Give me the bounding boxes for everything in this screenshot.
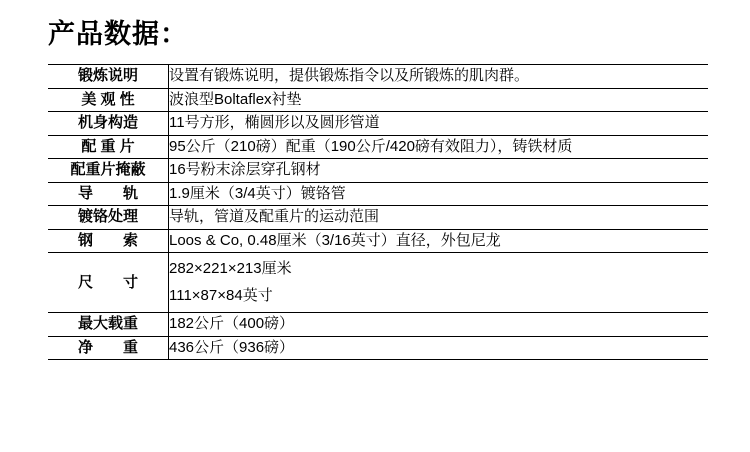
spec-value	[169, 112, 709, 136]
table-row	[48, 112, 708, 136]
spec-value-line: 436公斤（936磅）	[169, 338, 295, 356]
table-row	[48, 206, 708, 230]
specifications-table	[48, 64, 708, 360]
spec-value	[169, 182, 709, 206]
table-row	[48, 88, 708, 112]
spec-label: 净 重	[48, 336, 169, 360]
spec-label: 配 重 片	[48, 135, 169, 159]
spec-label: 配重片掩蔽	[48, 159, 169, 183]
spec-value	[169, 206, 709, 230]
table-row	[48, 313, 708, 337]
spec-value-line: 1.9厘米（3/4英寸）镀铬管	[169, 184, 346, 202]
spec-label: 镀铬处理	[48, 206, 169, 230]
spec-value	[169, 313, 709, 337]
spec-label: 尺 寸	[48, 253, 169, 313]
spec-label: 最大载重	[48, 313, 169, 337]
table-row	[48, 159, 708, 183]
spec-value-line: 16号粉末涂层穿孔钢材	[169, 161, 321, 179]
specifications-table-body	[48, 65, 708, 360]
spec-value	[169, 336, 709, 360]
spec-value	[169, 135, 709, 159]
spec-value-line: 11号方形，椭圆形以及圆形管道	[169, 114, 380, 132]
page-title: 产品数据：	[48, 19, 188, 49]
spec-value	[169, 253, 709, 313]
spec-value-line: Loos & Co, 0.48厘米（3/16英寸）直径，外包尼龙	[169, 231, 501, 249]
spec-value-line: 导轨，管道及配重片的运动范围	[169, 208, 380, 226]
spec-value-line: 111×87×84英寸	[169, 286, 273, 304]
table-row	[48, 65, 708, 89]
table-row	[48, 182, 708, 206]
table-row	[48, 336, 708, 360]
table-row	[48, 135, 708, 159]
table-row	[48, 229, 708, 253]
spec-value-line: 282×221×213厘米	[169, 260, 292, 278]
spec-label: 钢 索	[48, 229, 169, 253]
spec-value-line: 波浪型Boltaflex衬垫	[169, 90, 302, 108]
spec-label: 锻炼说明	[48, 65, 169, 89]
table-row	[48, 253, 708, 313]
spec-value	[169, 88, 709, 112]
spec-value-line: 182公斤（400磅）	[169, 315, 295, 333]
spec-value	[169, 65, 709, 89]
spec-value	[169, 159, 709, 183]
spec-value	[169, 229, 709, 253]
spec-value-line: 95公斤（210磅）配重（190公斤/420磅有效阻力），铸铁材质	[169, 137, 573, 155]
spec-label: 美 观 性	[48, 88, 169, 112]
spec-label: 机身构造	[48, 112, 169, 136]
spec-value-line: 设置有锻炼说明，提供锻炼指令以及所锻炼的肌肉群。	[169, 67, 530, 85]
spec-label: 导 轨	[48, 182, 169, 206]
